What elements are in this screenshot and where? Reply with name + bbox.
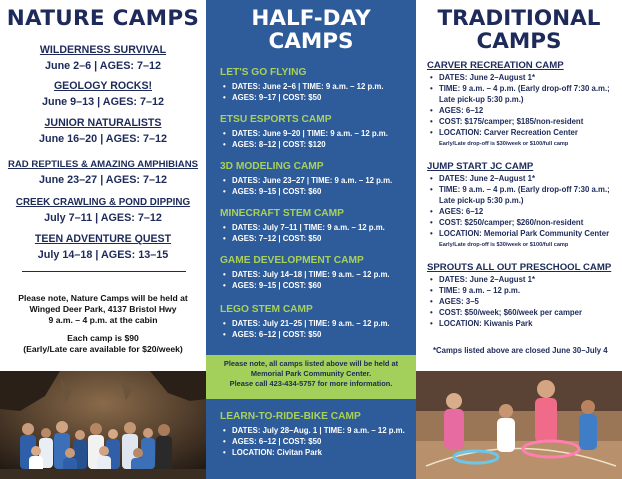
half-day-location-note [206,355,416,399]
note-line: (Early/Late care available for $20/week) [23,344,183,354]
nature-camp-item [0,76,206,108]
camp-detail: • DATES: July 14–18 | TIME: 9 a.m. – 12 p.m. [220,269,410,280]
camp-detail: • AGES: 7–12 | COST: $50 [220,233,410,244]
camp-details: July 7–11 | AGES: 7–12 [44,212,162,224]
camp-detail: • COST: $250/camper; $260/non-resident [427,217,619,228]
nature-camp-item [0,154,206,186]
camp-name: ETSU ESPORTS CAMP [220,114,332,125]
traditional-camps-column [416,0,622,479]
fine-print: Early/Late drop-off is $30/week or $100/full camp [439,242,569,248]
note-line: Please note, all camps listed above will be held at [223,359,399,368]
camp-detail: • AGES: 6–12 [427,105,619,116]
children-playing-photo [416,371,622,479]
nature-camps-note [6,293,200,355]
nature-camps-column [0,0,206,479]
camp-detail: • AGES: 9–15 | COST: $60 [220,280,410,291]
camp-detail: • TIME: 9 a.m. – 4 p.m. (Early drop-off 7:30 a.m.; Late pick-up 5:30 p.m.) [427,83,619,105]
camp-detail: • AGES: 6–12 | COST: $50 [220,436,410,447]
camp-name: GEOLOGY ROCKS! [53,80,153,92]
camp-detail: • DATES: July 28–Aug. 1 | TIME: 9 a.m. – 12 p.m. [220,425,410,436]
camp-detail: • LOCATION: Kiwanis Park [427,318,619,329]
camp-name: LET'S GO FLYING [220,67,307,78]
camp-detail: • AGES: 9–15 | COST: $60 [220,186,410,197]
note-line: Winged Deer Park, 4137 Bristol Hwy [29,304,177,314]
nature-camp-item [0,229,206,261]
camp-detail: • AGES: 9–17 | COST: $50 [220,92,410,103]
camp-detail: • TIME: 9 a.m. – 12 p.m. [427,285,619,296]
title-line: TRADITIONAL [437,6,601,31]
traditional-camp-item [427,161,619,248]
camp-detail: • COST: $50/week; $60/week per camper [427,307,619,318]
camp-detail: • DATES: June 2–August 1* [427,173,619,184]
camp-name: MINECRAFT STEM CAMP [220,208,344,219]
nature-camp-group-photo [0,371,206,479]
half-day-camp-item [220,67,410,103]
note-line: Memorial Park Community Center. [250,369,372,378]
camp-details: June 23–27 | AGES: 7–12 [38,174,168,186]
traditional-camp-item [427,262,619,329]
title-line: HALF-DAY [251,6,371,31]
camp-detail: • AGES: 3–5 [427,296,619,307]
camp-name: LEGO STEM CAMP [220,304,313,315]
fine-print: Early/Late drop-off is $30/week or $100/full camp [439,141,569,147]
title-line: CAMPS [268,29,354,54]
note-line: Please call 423-434-5757 for more information. [229,379,393,388]
camp-name: CREEK CRAWLING & POND DIPPING [15,197,191,208]
camp-details: July 14–18 | AGES: 13–15 [37,249,169,261]
half-day-camp-item [220,208,410,244]
half-day-camp-item [220,161,410,197]
camp-details: June 2–6 | AGES: 7–12 [44,60,162,72]
nature-camp-item [0,40,206,72]
camp-name: RAD REPTILES & AMAZING AMPHIBIANS [7,159,199,170]
title-line: CAMPS [476,29,562,54]
note-line: Each camp is $90 [67,333,139,343]
camp-detail: • COST: $175/camper; $185/non-resident [427,116,619,127]
half-day-camp-item [220,255,410,291]
camp-detail: • LOCATION: Carver Recreation Center [427,127,619,138]
bike-camp-item [220,411,410,458]
camp-detail: • LOCATION: Civitan Park [220,447,410,458]
nature-camp-item [0,113,206,145]
camp-detail: • AGES: 8–12 | COST: $120 [220,139,410,150]
closure-footnote: *Camps listed above are closed June 30–July 4 [433,346,608,355]
camp-detail: • DATES: July 21–25 | TIME: 9 a.m. – 12 p.m. [220,318,410,329]
camp-detail: • LOCATION: Memorial Park Community Center [427,228,619,239]
camp-detail: • AGES: 6–12 | COST: $50 [220,329,410,340]
note-line: Please note, Nature Camps will be held at [18,293,188,303]
camp-detail: • AGES: 6–12 [427,206,619,217]
divider [22,271,186,272]
half-day-camps-column [206,0,416,479]
camp-detail: • DATES: June 2–6 | TIME: 9 a.m. – 12 p.m. [220,81,410,92]
traditional-camps-title [416,7,622,53]
camp-detail: • DATES: July 7–11 | TIME: 9 a.m. – 12 p.m. [220,222,410,233]
camp-detail: • TIME: 9 a.m. – 4 p.m. (Early drop-off 7:30 a.m.; Late pick-up 5:30 p.m.) [427,184,619,206]
camp-name: LEARN-TO-RIDE-BIKE CAMP [220,411,361,422]
camp-name: TEEN ADVENTURE QUEST [34,233,172,245]
nature-camp-item [0,192,206,224]
camp-name: CARVER RECREATION CAMP [427,60,564,71]
traditional-camp-item [427,60,619,147]
camp-name: GAME DEVELOPMENT CAMP [220,255,364,266]
camp-details: June 16–20 | AGES: 7–12 [38,133,168,145]
camp-details: June 9–13 | AGES: 7–12 [41,96,165,108]
camp-detail: • DATES: June 9–20 | TIME: 9 a.m. – 12 p.m. [220,128,410,139]
camp-name: 3D MODELING CAMP [220,161,324,172]
nature-camps-title: NATURE CAMPS [6,6,200,31]
half-day-camp-item [220,304,410,340]
camp-name: WILDERNESS SURVIVAL [39,44,167,56]
camp-detail: • DATES: June 2–August 1* [427,274,619,285]
camp-name: SPROUTS ALL OUT PRESCHOOL CAMP [427,262,612,273]
camp-detail: • DATES: June 23–27 | TIME: 9 a.m. – 12 p.m. [220,175,410,186]
camp-detail: • DATES: June 2–August 1* [427,72,619,83]
half-day-camp-item [220,114,410,150]
camp-name: JUNIOR NATURALISTS [44,117,162,129]
camp-name: JUMP START JC CAMP [427,161,534,172]
note-line: 9 a.m. – 4 p.m. at the cabin [48,315,158,325]
half-day-camps-title [206,7,416,53]
